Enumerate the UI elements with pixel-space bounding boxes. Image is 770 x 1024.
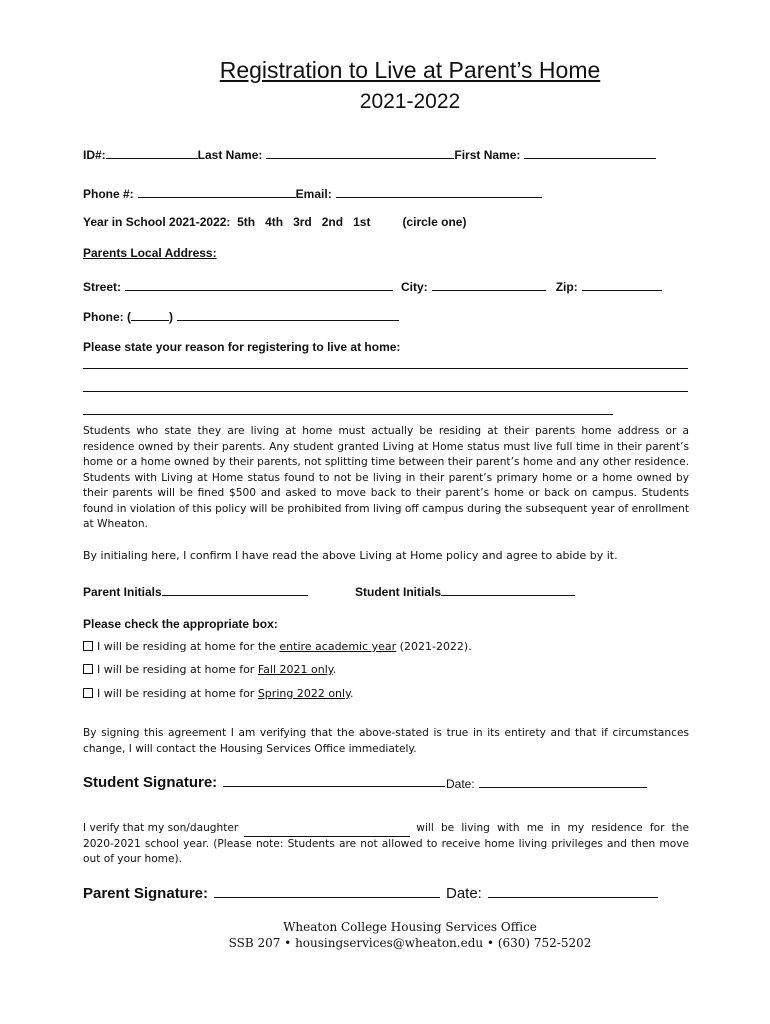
parent-phone-row [83, 308, 399, 324]
option-text-end: . [332, 663, 337, 676]
option-fall-only[interactable] [83, 663, 336, 676]
option-text: I will be residing at home for the [97, 640, 280, 653]
form-title: Registration to Live at Parent’s Home [219, 57, 601, 83]
check-heading: Please check the appropriate box: [83, 617, 278, 631]
first-name-label: First Name: [454, 148, 521, 162]
parent-signature-label: Parent Signature: [83, 885, 209, 902]
last-name-field[interactable] [266, 146, 454, 159]
parents-address-heading: Parents Local Address: [83, 246, 217, 260]
first-name-field[interactable] [524, 146, 656, 159]
verify-paragraph [83, 821, 689, 868]
parent-date-field[interactable] [488, 883, 658, 898]
child-name-field[interactable] [244, 824, 410, 837]
student-initials-row [355, 583, 575, 599]
phone-label: Phone #: [83, 187, 134, 201]
parent-phone-label: Phone: ( [83, 310, 131, 324]
option-text-end: . [350, 687, 354, 700]
checkbox-icon[interactable] [83, 641, 93, 651]
student-signature-field[interactable] [223, 772, 445, 787]
verify-first-line [83, 821, 689, 837]
parent-phone-field[interactable] [177, 308, 399, 321]
form-year: 2021-2022 [359, 90, 461, 113]
student-signature-row [83, 772, 445, 792]
id-row [83, 146, 656, 162]
reason-label: Please state your reason for registering to live at home: [83, 340, 401, 354]
email-label: Email: [295, 187, 332, 201]
email-field[interactable] [336, 185, 542, 198]
parent-phone-paren: ) [169, 310, 173, 324]
parent-date-label: Date: [446, 885, 482, 902]
checkbox-icon[interactable] [83, 664, 93, 674]
parent-initials-row [83, 583, 308, 599]
phone-field[interactable] [138, 185, 296, 198]
area-code-field[interactable] [131, 308, 169, 321]
id-field[interactable] [106, 146, 198, 159]
city-field[interactable] [432, 278, 546, 291]
option-emphasis: entire academic year [279, 640, 397, 653]
year-in-school-label[interactable]: Year in School 2021-2022: 5th 4th 3rd 2nd 1st [83, 215, 371, 229]
city-label: City: [401, 280, 428, 294]
option-spring-only[interactable] [83, 687, 354, 700]
option-text: I will be residing at home for [97, 687, 258, 700]
parent-signature-row [83, 883, 440, 903]
parent-date-row [446, 883, 658, 902]
circle-one-note: (circle one) [402, 215, 467, 229]
verify-text-start: I verify that my son/daughter [83, 822, 239, 834]
student-initials-label: Student Initials [355, 585, 442, 599]
option-emphasis: Fall 2021 only [257, 663, 333, 676]
address-row [83, 278, 662, 294]
year-in-school-row [83, 215, 466, 229]
zip-label: Zip: [555, 280, 578, 294]
student-signature-label: Student Signature: [83, 774, 218, 791]
reason-line-3[interactable] [83, 414, 613, 415]
footer-contact: SSB 207 • housingservices@wheaton.edu • (630) 752-5202 [228, 936, 592, 950]
street-label: Street: [83, 280, 122, 294]
option-emphasis: Spring 2022 only [257, 687, 351, 700]
parent-initials-label: Parent Initials [83, 585, 162, 599]
phone-email-row [83, 185, 542, 201]
option-text-end: (2021-2022). [396, 640, 472, 653]
zip-field[interactable] [582, 278, 662, 291]
student-initials-field[interactable] [441, 583, 575, 596]
option-text: I will be residing at home for [97, 663, 258, 676]
student-date-label: Date: [446, 777, 475, 791]
last-name-label: Last Name: [197, 148, 263, 162]
id-label: ID#: [83, 148, 106, 162]
parent-signature-field[interactable] [214, 883, 440, 898]
checkbox-icon[interactable] [83, 688, 93, 698]
reason-line-2[interactable] [83, 391, 688, 392]
parent-initials-field[interactable] [162, 583, 308, 596]
agreement-paragraph: By signing this agreement I am verifying that the above-stated is true in its entirety and that if circumstances change, I will contact the Housing Services Office immediately. [83, 727, 689, 755]
footer-office: Wheaton College Housing Services Office [283, 920, 537, 934]
street-field[interactable] [125, 278, 393, 291]
student-date-row [446, 775, 647, 791]
verify-text-end: will be living with me in my residence for the [416, 822, 689, 834]
student-date-field[interactable] [479, 775, 647, 788]
policy-paragraph: Students who state they are living at home must actually be residing at their parents home address or a residence owned by their parents. Any student granted Living at Home status must live full time in their parent’s home or a home owned by their parents, not splitting time between their parent’s home and any other residence. Students with Living at Home status found to not be living in their parent’s primary home or a home owned by their parents will be fined $500 and asked to move back to their parent’s home or back on campus. Students found in violation of this policy will be prohibited from living off campus during the subsequent year of enrollment at Wheaton. [83, 425, 689, 530]
reason-line-1[interactable] [83, 368, 688, 369]
option-entire-year[interactable] [83, 640, 472, 653]
verify-rest: 2020-2021 school year. (Please note: Students are not allowed to receive home living privileges and then move out of your home). [83, 837, 689, 865]
confirm-text: By initialing here, I confirm I have read the above Living at Home policy and agree to abide by it. [83, 549, 618, 562]
